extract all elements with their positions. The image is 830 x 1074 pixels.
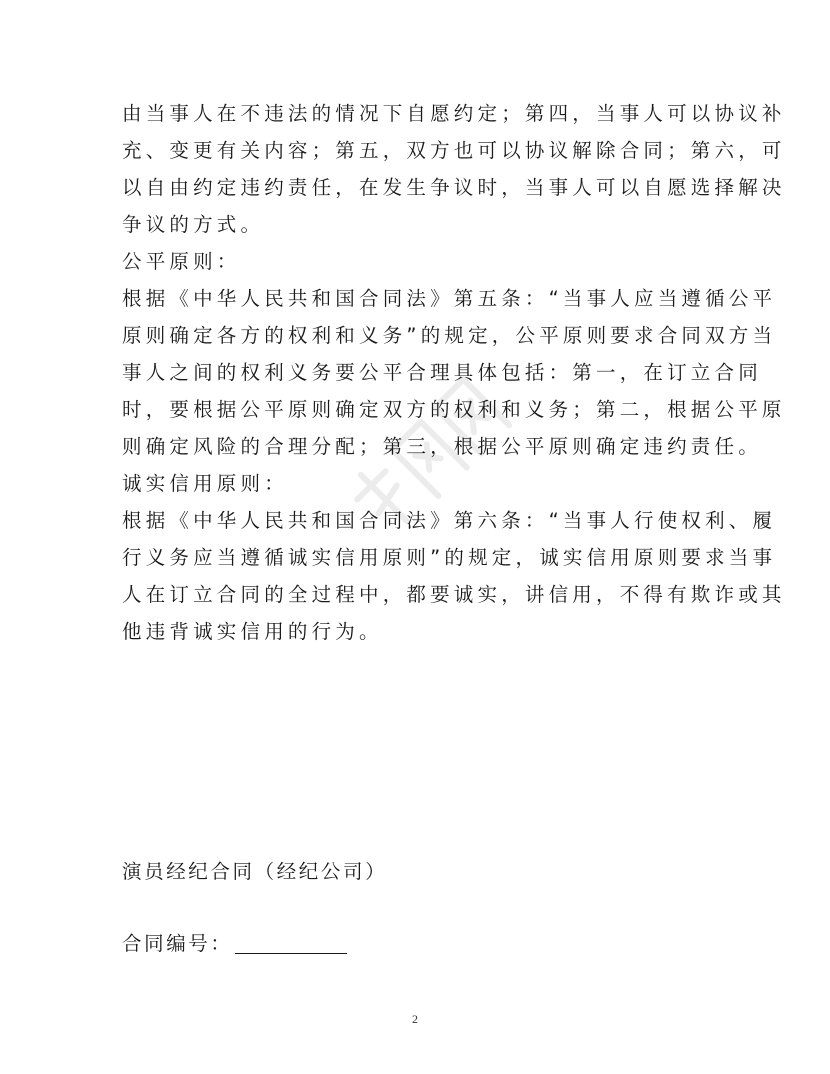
text-line: 原则确定各方的权利和义务”的规定，公平原则要求合同双方当 bbox=[122, 324, 777, 347]
text-line: 则确定风险的合理分配；第三，根据公平原则确定违约责任。 bbox=[122, 435, 762, 458]
text-line: 他违背诚实信用的行为。 bbox=[122, 620, 383, 643]
contract-number-row bbox=[122, 925, 347, 962]
body-text bbox=[122, 95, 786, 650]
text-line: 根据《中华人民共和国合同法》第六条：“当事人行使权利、履 bbox=[122, 509, 777, 532]
text-line: 人在订立合同的全过程中，都要诚实，讲信用，不得有欺诈或其 bbox=[122, 583, 786, 606]
text-line: 以自由约定违约责任，在发生争议时，当事人可以自愿选择解决 bbox=[122, 176, 786, 199]
text-line: 充、变更有关内容；第五，双方也可以协议解除合同；第六，可 bbox=[122, 139, 786, 162]
text-line: 由当事人在不违法的情况下自愿约定；第四，当事人可以协议补 bbox=[122, 102, 786, 125]
text-line: 时，要根据公平原则确定双方的权利和义务；第二，根据公平原 bbox=[122, 398, 786, 421]
page-number: 2 bbox=[412, 1012, 418, 1026]
text-line: 行义务应当遵循诚实信用原则”的规定，诚实信用原则要求当事 bbox=[122, 546, 777, 569]
text-line: 事人之间的权利义务要公平合理具体包括：第一，在订立合同 bbox=[122, 361, 762, 384]
text-line: 根据《中华人民共和国合同法》第五条：“当事人应当遵循公平 bbox=[122, 287, 777, 310]
contract-number-blank[interactable] bbox=[235, 933, 347, 954]
contract-number-label: 合同编号： bbox=[122, 932, 233, 955]
text-line: 争议的方式。 bbox=[122, 213, 265, 236]
contract-title: 演员经纪合同（经纪公司） bbox=[122, 860, 388, 883]
section-heading-fairness: 公平原则： bbox=[122, 250, 241, 273]
section-heading-good-faith: 诚实信用原则： bbox=[122, 472, 288, 495]
